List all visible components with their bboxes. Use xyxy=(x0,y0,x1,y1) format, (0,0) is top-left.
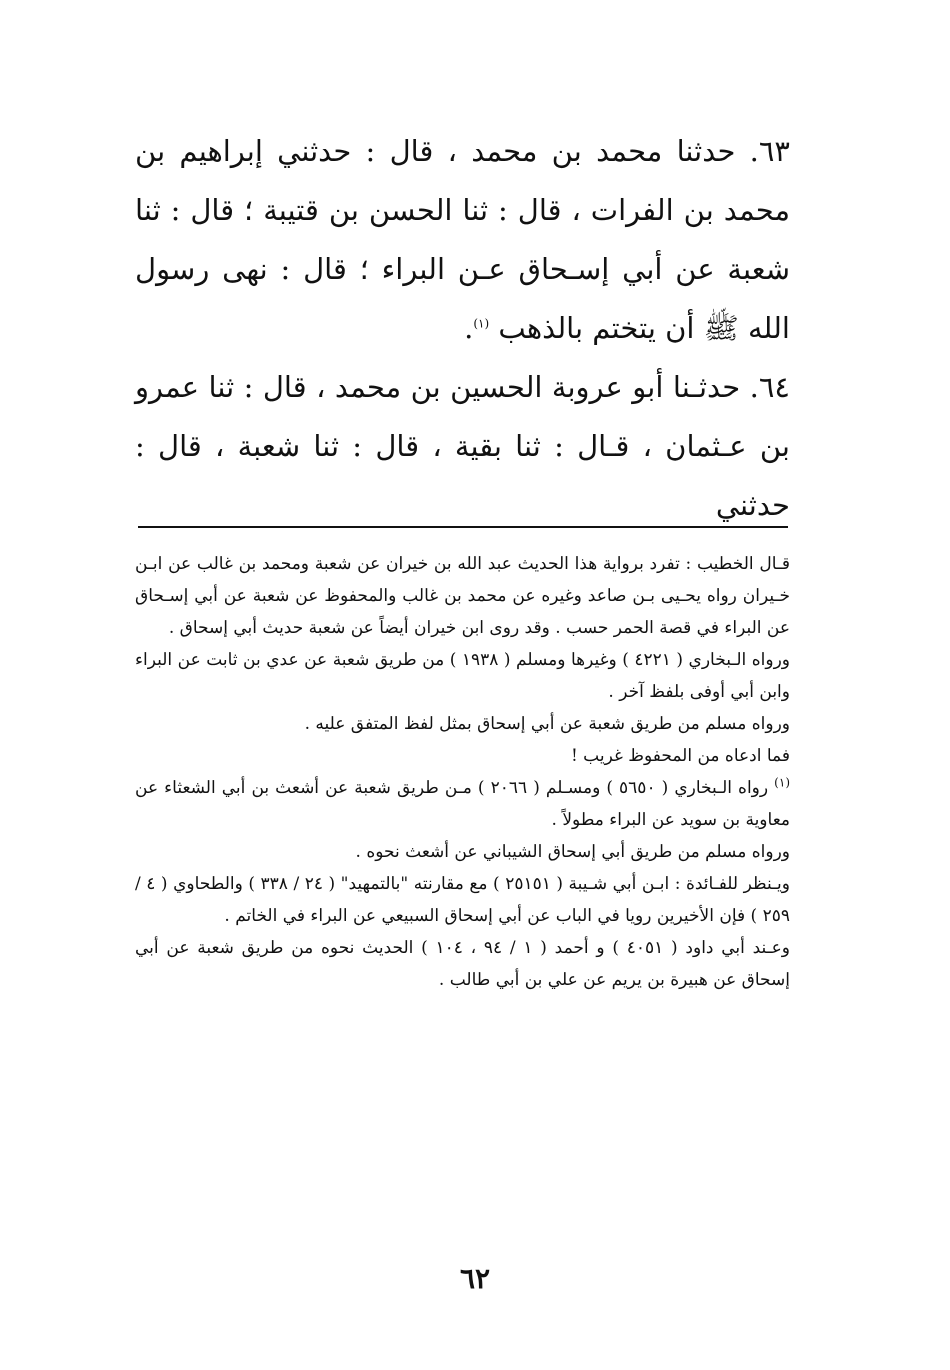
footnote-paragraph: وعـند أبي داود ( ٤٠٥١ ) و أحمد ( ١ / ٩٤ ، ١٠٤ ) الحديث نحوه من طريق شعبة عن أبي إسحاق عن هبيرة بن يريم عن علي بن أبي طالب . xyxy=(135,938,790,990)
footnote-separator xyxy=(138,526,788,528)
footnote-paragraph xyxy=(135,772,790,836)
hadith-63-text: ٦٣. حدثنا محمد بن محمد ، قال : حدثني إبراهيم بن محمد بن الفرات ، قال : ثنا الحسن بن قتيبة ؛ قال : ثنا شعبة عن أبي إسـحاق عـن البراء ؛ قال : نهى رسول الله ﷺ أن يتختم بالذهب xyxy=(135,134,790,345)
hadith-entry-63 xyxy=(135,122,790,358)
main-text xyxy=(135,122,790,535)
hadith-63-end: . xyxy=(464,311,474,345)
footnote-paragraph: ورواه مسلم من طريق شعبة عن أبي إسحاق بمثل لفظ المتفق عليه . xyxy=(304,714,790,734)
footnote-reference: (١) xyxy=(473,316,490,331)
footnote-paragraph: فما ادعاه من المحفوظ غريب ! xyxy=(570,746,790,766)
page-number: ٦٢ xyxy=(459,1262,491,1295)
footnote-paragraph: ورواه الـبخاري ( ٤٢٢١ ) وغيرها ومسلم ( ١٩٣٨ ) من طريق شعبة عن عدي بن ثابت عن البراء وابن أبي أوفى بلفظ آخر . xyxy=(135,650,790,702)
footnote-paragraph: ورواه مسلم من طريق أبي إسحاق الشيباني عن أشعث نحوه . xyxy=(355,842,790,862)
footnote-paragraph: ويـنظر للفـائدة : ابـن أبي شـيبة ( ٢٥١٥١ ) مع مقارنته "بالتمهيد" ( ٢٤ / ٣٣٨ ) والطحاوي ( ٤ / ٢٥٩ ) فإن الأخيرين رويا في الباب عن أبي إسحاق السبيعي عن البراء في الخاتم . xyxy=(135,874,791,926)
footnote-paragraph: قـال الخطيب : تفرد برواية هذا الحديث عبد الله بن خيران عن شعبة ومحمد بن غالب عن ابـن خـيران رواه يحـيى بـن صاعد وغيره عن محمد بن غالب والمحفوظ عن شعبة عن أبي إسـحاق عن البراء في قصة الحمر حسب . وقد روى ابن خيران أيضاً عن شعبة حديث أبي إسحاق . xyxy=(135,554,790,638)
hadith-entry-64: ٦٤. حدثـنا أبو عروبة الحسين بن محمد ، قال : ثنا عمرو بن عـثمان ، قـال : ثنا بقية ، قال : ثنا شعبة ، قال : حدثني xyxy=(135,370,790,522)
footnote-text: رواه الـبخاري ( ٥٦٥٠ ) ومسـلم ( ٢٠٦٦ ) مـن طريق شعبة عن أشعث بن أبي الشعثاء عن معاوية بن سويد عن البراء مطولاً . xyxy=(135,778,790,830)
footnotes xyxy=(135,548,790,996)
footnote-marker: (١) xyxy=(774,775,790,790)
